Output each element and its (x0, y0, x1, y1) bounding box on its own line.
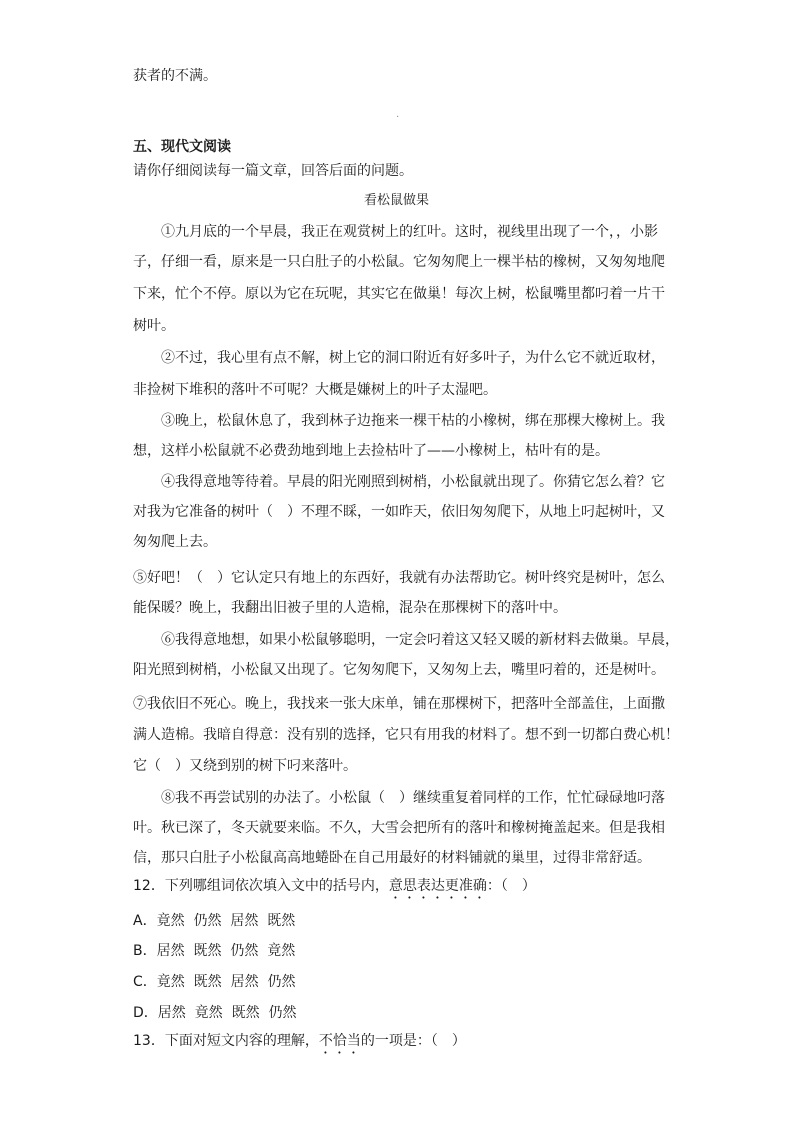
top-line: 获者的不满。 (133, 68, 217, 84)
passage-line: ⑦我依旧不死心。晚上，我找来一张大床单，铺在那棵树下，把落叶全部盖住，上面撒 (133, 696, 665, 712)
instruction: 请你仔细阅读每一篇文章，回答后面的问题。 (133, 163, 413, 179)
option-d: D．居然 竟然 既然 仍然 (133, 1005, 297, 1021)
question-prefix: 13．下面对短文内容的理解， (133, 1033, 319, 1049)
passage-line: 满人造棉。我暗自得意：没有别的选择，它只有用我的材料了。想不到一切都白费心机！ (133, 727, 679, 743)
passage-line: 匆匆爬上去。 (133, 534, 217, 550)
passage-line: 叶。秋已深了，冬天就要来临。不久，大雪会把所有的落叶和橡树掩盖起来。但是我相 (133, 820, 665, 836)
passage-line: 它（ ）又绕到别的树下叼来落叶。 (133, 758, 357, 774)
question-suffix: 的一项是：（ ） (360, 1033, 466, 1049)
passage-line: ①九月底的一个早晨，我正在观赏树上的红叶。这时，视线里出现了一个，，小影 (161, 224, 658, 240)
question-suffix: ：（ ） (486, 878, 536, 894)
passage-line: ③晚上，松鼠休息了，我到林子边拖来一棵干枯的小橡树，绑在那棵大橡树上。我 (161, 413, 665, 429)
emphasized-phrase: 不恰当 (318, 1033, 361, 1049)
article-title: 看松鼠做果 (364, 193, 430, 208)
passage-line: ⑥我得意地想，如果小松鼠够聪明，一定会叼着这又轻又暖的新材料去做巢。早晨， (161, 632, 679, 648)
passage-line: 信，那只白肚子小松鼠高高地蜷卧在自己用最好的材料铺就的巢里，过得非常舒适。 (133, 850, 651, 866)
passage-line: ⑧我不再尝试别的办法了。小松鼠（ ）继续重复着同样的工作，忙忙碌碌地叼落 (161, 790, 665, 806)
option-a: A．竟然 仍然 居然 既然 (133, 913, 296, 929)
question-13 (133, 1031, 466, 1057)
section-heading: 五、现代文阅读 (133, 139, 231, 155)
passage-line: 树叶。 (133, 318, 175, 334)
question-prefix: 12．下列哪组词依次填入文中的括号内， (133, 878, 389, 894)
option-b: B．居然 既然 仍然 竟然 (133, 943, 296, 959)
center-dot: · (396, 112, 400, 123)
passage-line: ⑤好吧！（ ）它认定只有地上的东西好，我就有办法帮助它。树叶终究是树叶，怎么 (133, 570, 665, 586)
passage-line: 非捡树下堆积的落叶不可呢？大概是嫌树上的叶子太湿吧。 (133, 382, 497, 398)
emphasized-phrase: 意思表达更准确 (388, 878, 487, 894)
question-12 (133, 876, 536, 902)
passage-line: 下来，忙个不停。原以为它在玩呢，其实它在做巢！每次上树，松鼠嘴里都叼着一片干 (133, 286, 665, 302)
passage-line: 阳光照到树梢，小松鼠又出现了。它匆匆爬下，又匆匆上去，嘴里叼着的，还是树叶。 (133, 662, 665, 678)
option-c: C．竟然 既然 居然 仍然 (133, 974, 296, 990)
passage-line: ②不过，我心里有点不解，树上它的洞口附近有好多叶子，为什么它不就近取材， (161, 350, 665, 366)
passage-line: 想，这样小松鼠就不必费劲地到地上去捡枯叶了——小橡树上，枯叶有的是。 (133, 443, 609, 459)
passage-line: 子，仔细一看，原来是一只白肚子的小松鼠。它匆匆爬上一棵半枯的橡树，又匆匆地爬 (133, 254, 665, 270)
passage-line: 对我为它准备的树叶（ ）不理不睬，一如昨天，依旧匆匆爬下，从地上叼起树叶，又 (133, 504, 665, 520)
passage-line: 能保暖？晚上，我翻出旧被子里的人造棉，混杂在那棵树下的落叶中。 (133, 600, 567, 616)
passage-line: ④我得意地等待着。早晨的阳光刚照到树梢，小松鼠就出现了。你猜它怎么着？它 (161, 474, 665, 490)
